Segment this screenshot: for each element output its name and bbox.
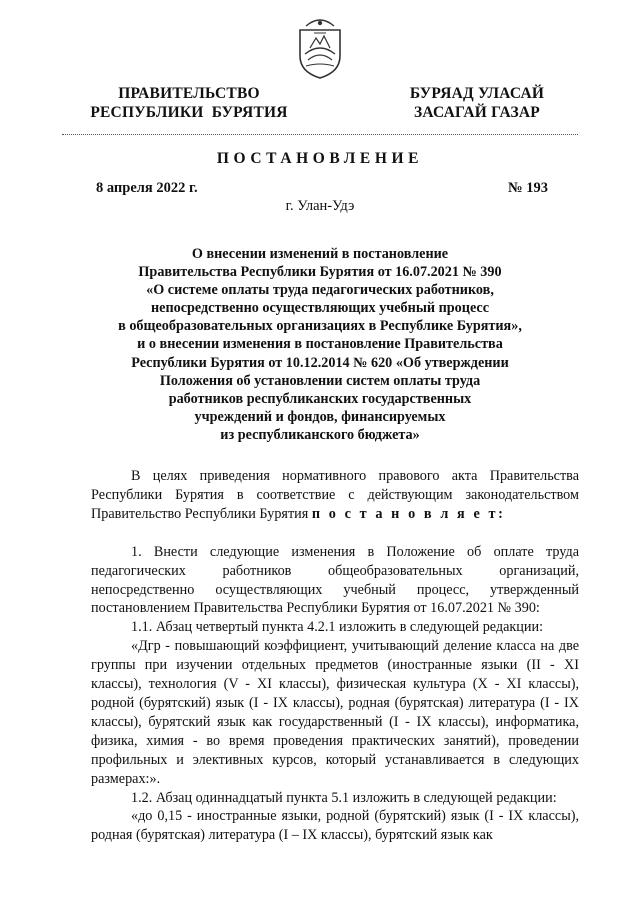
document-subject [90,245,550,444]
preamble-paragraph [91,467,579,524]
document-city: г. Улан-Удэ [285,198,355,214]
subject-line: «О системе оплаты труда педагогических работников, [146,282,494,299]
subject-line: учреждений и фондов, финансируемых [194,408,446,425]
government-name-line: ПРАВИТЕЛЬСТВО [118,85,260,102]
subject-line: Правительства Республики Бурятия от 16.07.2021 № 390 [138,264,502,281]
subject-line: из республиканского бюджета» [220,426,420,443]
paragraph-1-1: 1.1. Абзац четвертый пункта 4.2.1 изложить в следующей редакции: [131,619,544,636]
document-date: 8 апреля 2022 г. [96,180,198,196]
government-name-line: РЕСПУБЛИКИ БУРЯТИЯ [90,104,288,121]
coat-of-arms-icon [296,16,344,80]
document-number: № 193 [508,180,548,196]
preamble-text: В целях приведения нормативного правового акта Правительства Республики Бурятия в соответствие с действующим законодательством Правительство Республики Бурятия [91,468,579,522]
subject-line: в общеобразовательных организациях в Республике Бурятия», [118,318,522,335]
government-name-line: БУРЯАД УЛАСАЙ [409,85,545,102]
government-name-buryat [382,84,572,122]
paragraph-1-2-quote: «до 0,15 - иностранные языки, родной (бурятский) язык (I - IX классы), родная (бурятская) литература (I – IX классы), бурятский язык как [91,808,579,844]
paragraph-1-1-quote: «Дгр - повышающий коэффициент, учитывающий деление класса на две группы при изучении отдельных предметов (иностранные языки (II - XI классы), технология (V - XI классы), физическая культура (X - XI классы), родной (бурятский) язык (I - IX классы), родная (бурятская) литература (I - IX классы), бурятский язык как государственный (I - IX классы), информатика, физика, химия - во время проведения практических занятий), проведении профильных и элективных курсов, который устанавливается в следующих размерах:». [91,638,579,787]
document-title: ПОСТАНОВЛЕНИЕ [216,150,424,167]
resolves-emphasis: п о с т а н о в л я е т: [311,505,506,522]
subject-line: О внесении изменений в постановление [191,246,449,262]
subject-line: непосредственно осуществляющих учебный процесс [150,300,490,317]
subject-line: Республики Бурятия от 10.12.2014 № 620 «Об утверждении [131,354,509,371]
header-divider [62,134,578,135]
paragraph-1: 1. Внести следующие изменения в Положение об оплате труда педагогических работников общеобразовательных организаций, непосредственно осуществляющих учебный процесс, утвержденный постановлением Правительства Республики Бурятия от 16.07.2021 № 390: [91,543,579,617]
paragraph-1-2: 1.2. Абзац одиннадцатый пункта 5.1 изложить в следующей редакции: [131,789,557,806]
government-name-russian [84,84,294,122]
document-body [91,467,579,845]
government-name-line: ЗАСАГАЙ ГАЗАР [414,104,540,121]
subject-line: Положения об установлении систем оплаты труда [159,372,481,389]
subject-line: работников республиканских государственных [168,390,472,407]
subject-line: и о внесении изменения в постановление Правительства [137,336,503,353]
